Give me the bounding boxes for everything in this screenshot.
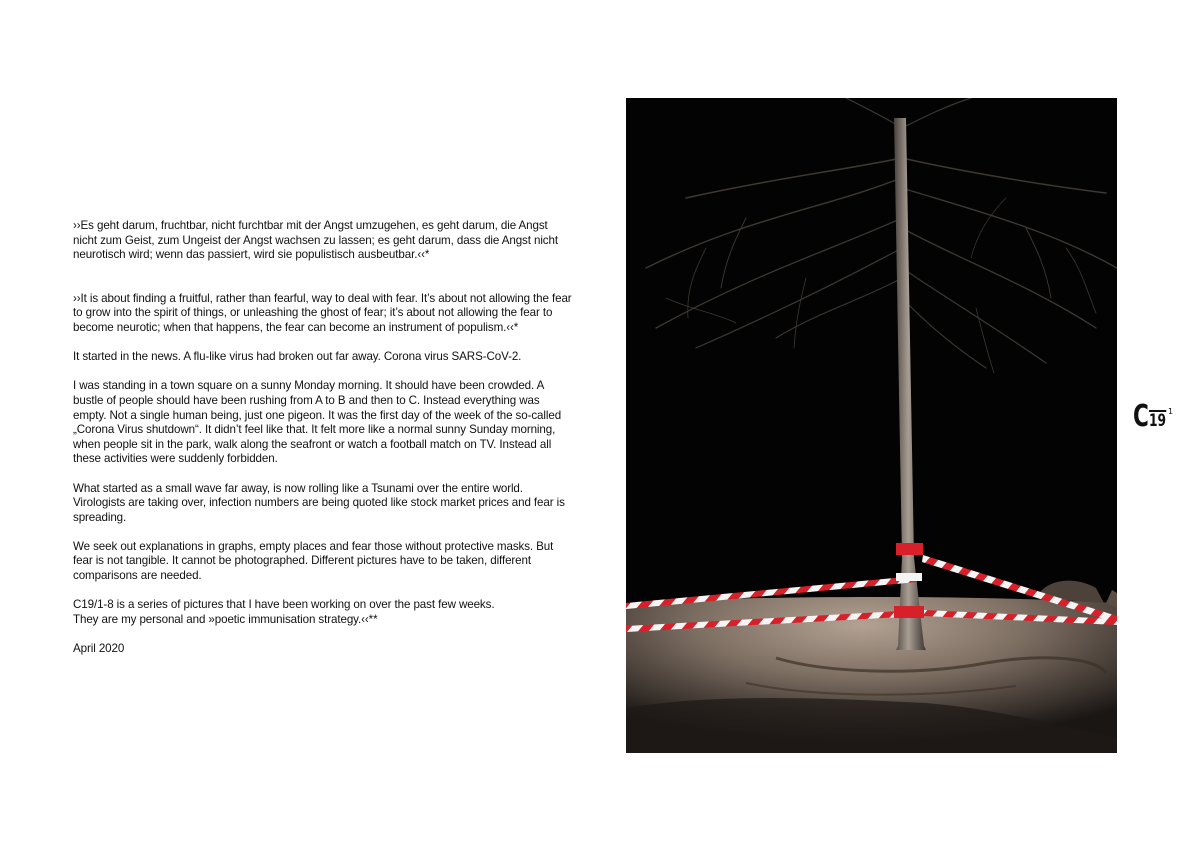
- paragraph-news: It started in the news. A flu-like virus had broken out far away. Corona virus SARS-CoV-2.: [73, 350, 522, 364]
- series-line-2: They are my personal and »poetic immunisation strategy.‹‹**: [73, 612, 378, 626]
- paragraph-fear: We seek out explanations in graphs, empty places and fear those without protective masks. But fear is not tangible. It cannot be photographed. Different pictures have to be taken, different comparisons are needed.: [73, 539, 554, 583]
- paragraph-town-square: I was standing in a town square on a sunny Monday morning. It should have been crowded. A bustle of people should have been rushing from A to B and then to C. Instead everything was empty. Not a single human being, just one pigeon. It was the first day of the week of the so-called „Corona Virus shutdown“. It didn’t feel like that. It felt more like a normal sunny Sunday morning, when people sit in the park, walk along the seafront or watch a football match on TV. Instead all these activities were suddenly forbidden.: [73, 379, 562, 466]
- logo-number: 19: [1149, 411, 1167, 431]
- text-column: [73, 219, 573, 671]
- date-line: April 2020: [73, 642, 125, 656]
- photo-illustration: [626, 98, 1117, 753]
- night-tree-photo: [626, 98, 1117, 753]
- logo-letter: C: [1133, 399, 1149, 434]
- paragraph-tsunami: What started as a small wave far away, is now rolling like a Tsunami over the entire world. Virologists are taking over, infection numbers are being quoted like stock market prices and fear is spreading.: [73, 481, 565, 524]
- quote-german: ››Es geht darum, fruchtbar, nicht furchtbar mit der Angst umzugehen, es geht darum, die Angst nicht zum Geist, zum Ungeist der Angst wachsen zu lassen; es geht darum, dass die Angst nicht neurotisch wird; wenn das passiert, wird sie populistisch ausbeutbar.‹‹*: [73, 219, 558, 262]
- quote-english: ››It is about finding a fruitful, rather than fearful, way to deal with fear. It’s about not allowing the fear to grow into the spirit of things, or unleashing the ghost of fear; it’s about not allowing the fear to become neurotic; when that happens, the fear can become an instrument of populism.‹‹*: [73, 291, 572, 334]
- logo-superscript: 1: [1168, 407, 1174, 416]
- c19-logo: [1133, 399, 1174, 436]
- paragraph-series: [73, 598, 573, 627]
- series-line-1: C19/1-8 is a series of pictures that I have been working on over the past few weeks.: [73, 598, 495, 612]
